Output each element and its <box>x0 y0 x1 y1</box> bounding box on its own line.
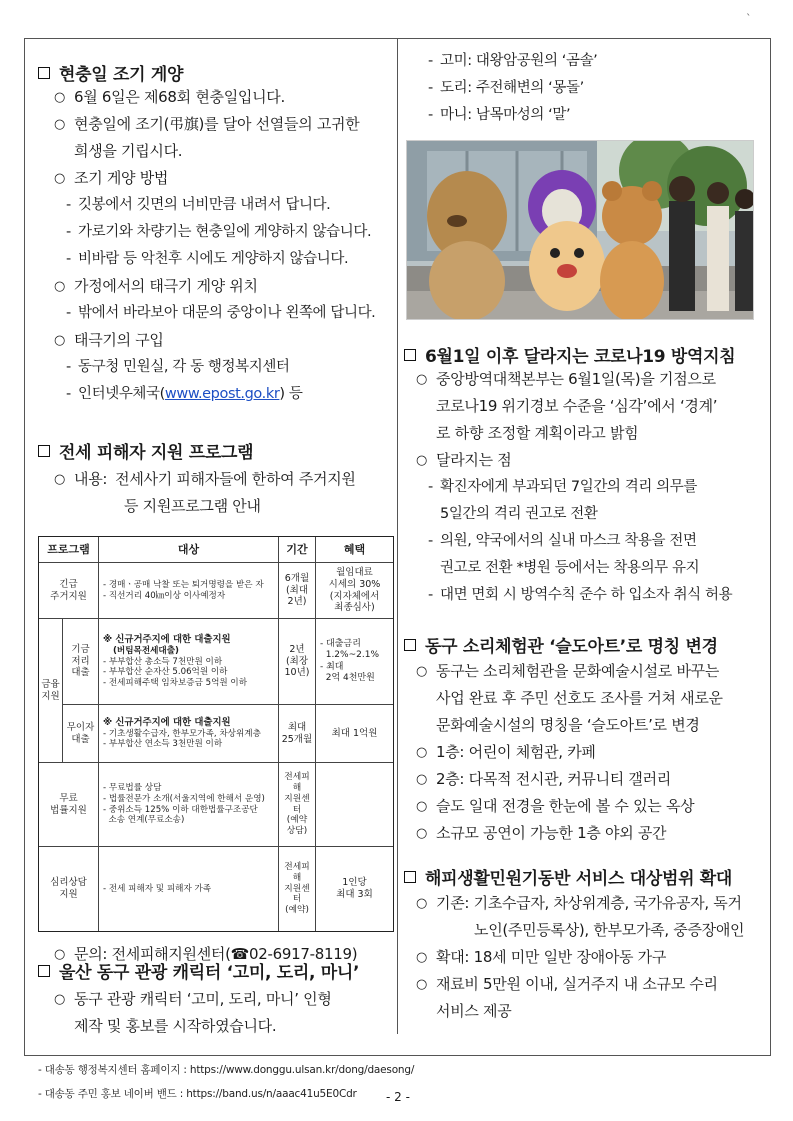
bullet-icon: ○ <box>416 745 428 760</box>
td-legal-program: 무료 법률지원 <box>39 763 99 847</box>
mascot-photo-illustration <box>407 141 754 320</box>
covid-heading-text: 6월1일 이후 달라지는 코로나19 방역지침 <box>425 347 736 367</box>
mascot-photo <box>406 140 754 320</box>
list-item-text: 소규모 공연이 가능한 1층 야외 공간 <box>436 824 667 842</box>
list-item-text: 달라지는 점 <box>436 451 512 469</box>
td-psych-period: 전세피해 지원센터 (예약) <box>279 847 316 931</box>
character-line2-text: 제작 및 홍보를 시작하였습니다. <box>74 1017 277 1035</box>
list-item-text: 5일간의 격리 권고로 전환 <box>440 506 598 522</box>
bullet-icon: ○ <box>416 453 428 468</box>
list-item-text: 권고로 전환 *병원 등에서는 착용의무 유지 <box>440 560 700 576</box>
lowrate-target-line: - 전세피해주택 임차보증금 5억원 이하 <box>103 678 248 689</box>
bullet-icon: ○ <box>54 279 66 294</box>
footer-band[interactable]: - 대송동 주민 홍보 네이버 밴드 : https://band.us/n/aaac41u5E0Cdr <box>38 1088 357 1100</box>
td-lowrate-period: 2년 (최장 10년) <box>279 619 316 705</box>
purchase-suffix: ) 등 <box>279 386 303 402</box>
td-legal-benefit <box>316 763 393 847</box>
td-psych-benefit: 1인당 최대 3회 <box>336 877 373 900</box>
character-item <box>428 102 597 129</box>
list-item-text: 밖에서 바라보아 대문의 중앙이나 왼쪽에 답니다. <box>78 305 376 321</box>
list-item-text: 가정에서의 태극기 게양 위치 <box>74 277 258 295</box>
lowrate-target-line: - 부부합산 순자산 5.06억원 이하 <box>103 667 228 678</box>
jeonse-heading-text: 전세 피해자 지원 프로그램 <box>59 443 254 463</box>
list-item-text: 문화예술시설의 명칭을 ‘슬도아트’로 변경 <box>436 716 700 734</box>
continuation-line <box>416 917 768 944</box>
checkbox-icon <box>38 67 50 79</box>
list-item-text: 노인(주민등록상), 한부모가족, 중증장애인 <box>474 921 745 939</box>
dash-item <box>416 582 768 609</box>
td-nointerest-period: 최대 25개월 <box>279 705 316 763</box>
list-item-text: 깃봉에서 깃면의 너비만큼 내려서 답니다. <box>78 197 331 213</box>
dash-item <box>54 192 399 219</box>
th-period: 기간 <box>279 537 316 563</box>
dash-icon: - <box>66 197 71 213</box>
list-item-text: 슬도 일대 전경을 한눈에 볼 수 있는 옥상 <box>436 797 695 815</box>
nointerest-target-title: ※ 신규거주지에 대한 대출지원 <box>103 716 231 728</box>
bullet-icon: ○ <box>416 950 428 965</box>
dash-icon: - <box>428 587 433 603</box>
legal-target-line: 소송 연계(무료소송) <box>103 815 185 826</box>
character-item-text: 도리: 주전해변의 ‘몽돌’ <box>440 80 584 96</box>
td-emergency-benefit: 월임대료 시세의 30% (지자체에서 최종심사) <box>316 563 393 619</box>
sound-heading-text: 동구 소리체험관 ‘슬도아트’로 명칭 변경 <box>425 637 718 657</box>
bullet-item <box>416 793 768 820</box>
character-item <box>428 75 597 102</box>
td-lowrate-benefit: - 대출금리 1.2%~2.1% - 최대 2억 4천만원 <box>316 619 393 705</box>
th-program: 프로그램 <box>39 537 99 563</box>
dash-icon: - <box>428 53 433 69</box>
list-item-text: 대면 면회 시 방역수칙 준수 하 입소자 취식 허용 <box>440 587 733 603</box>
jeonse-content-cont <box>124 493 261 520</box>
corner-mark: ` <box>746 12 752 25</box>
td-emergency-period: 6개월 (최대 2년) <box>279 563 316 619</box>
dash-icon: - <box>66 251 71 267</box>
th-target: 대상 <box>99 537 279 563</box>
memorial-heading <box>38 60 183 85</box>
jeonse-content-label: 내용: <box>74 470 108 488</box>
epost-link[interactable]: www.epost.go.kr <box>164 386 280 402</box>
covid-list <box>416 366 768 609</box>
nointerest-target-line: - 부부합산 연소득 3천만원 이하 <box>103 739 223 750</box>
list-item-text: 사업 완료 후 주민 선호도 조사를 거쳐 새로운 <box>436 689 723 707</box>
bullet-item <box>54 165 399 192</box>
character-item-text: 고미: 대왕암공원의 ‘곰솔’ <box>440 53 598 69</box>
jeonse-content-line1: 전세사기 피해자들에 한하여 주거지원 <box>115 470 356 488</box>
td-emergency-program: 긴급 주거지원 <box>39 563 99 619</box>
character-heading <box>38 958 359 983</box>
bullet-icon: ○ <box>416 664 428 679</box>
list-item-text: 1층: 어린이 체험관, 카페 <box>436 743 596 761</box>
bullet-icon: ○ <box>416 372 428 387</box>
bullet-item <box>416 971 768 998</box>
bullet-icon: ○ <box>416 799 428 814</box>
memorial-heading-text: 현충일 조기 게양 <box>59 65 184 85</box>
happy-list <box>416 890 768 1025</box>
bullet-item <box>416 820 768 847</box>
list-item-text: 가로기와 차량기는 현충일에 게양하지 않습니다. <box>78 224 372 240</box>
dash-icon: - <box>66 224 71 240</box>
bullet-item <box>416 658 768 685</box>
jeonse-inquiry-text: 문의: 전세피해지원센터(☎02-6917-8119) <box>74 945 358 963</box>
emergency-target-line: - 경매ㆍ공매 낙찰 또는 퇴거명령을 받은 자 <box>103 579 264 590</box>
list-item-text: 조기 게양 방법 <box>74 169 169 187</box>
td-nointerest-program: 무이자 대출 <box>63 705 99 763</box>
td-nointerest-benefit: 최대 1억원 <box>316 705 393 763</box>
dash-icon: - <box>428 107 433 123</box>
list-item-text: 태극기의 구입 <box>74 331 164 349</box>
dash-item <box>54 219 399 246</box>
td-lowrate-target <box>99 619 279 705</box>
sound-heading <box>404 632 718 657</box>
list-item-text: 현충일에 조기(弔旗)를 달아 선열들의 고귀한 <box>74 115 360 133</box>
bullet-item <box>416 447 768 474</box>
list-item-text: 재료비 5만원 이내, 실거주지 내 소규모 수리 <box>436 975 718 993</box>
happy-heading-text: 해피생활민원기동반 서비스 대상범위 확대 <box>425 869 733 889</box>
checkbox-icon <box>404 639 416 651</box>
list-item-text: 동구는 소리체험관을 문화예술시설로 바꾸는 <box>436 662 720 680</box>
bullet-icon: ○ <box>54 171 66 186</box>
jeonse-program-table <box>38 536 394 932</box>
character-line2 <box>74 1013 276 1040</box>
td-psych-program: 심리상담 지원 <box>39 847 99 931</box>
bullet-item <box>54 327 399 354</box>
dash-icon: - <box>66 305 71 321</box>
dash-icon: - <box>428 479 433 495</box>
covid-heading <box>404 342 735 367</box>
continuation-line <box>54 138 399 165</box>
dash-item <box>416 528 768 555</box>
list-item-text: 중앙방역대책본부는 6월1일(목)을 기점으로 <box>436 370 716 388</box>
td-legal-target <box>99 763 279 847</box>
dash-icon: - <box>428 533 433 549</box>
bullet-icon: ○ <box>416 826 428 841</box>
continuation-line <box>416 501 768 528</box>
happy-heading <box>404 864 732 889</box>
bullet-icon: ○ <box>54 117 66 132</box>
bullet-item <box>54 111 399 138</box>
td-nointerest-target <box>99 705 279 763</box>
checkbox-icon <box>38 445 50 457</box>
checkbox-icon <box>404 871 416 883</box>
list-item-text: 2층: 다목적 전시관, 커뮤니티 갤러리 <box>436 770 671 788</box>
continuation-line <box>416 998 768 1025</box>
continuation-line <box>416 685 768 712</box>
continuation-line <box>416 420 768 447</box>
bullet-icon: ○ <box>54 90 66 105</box>
bullet-item <box>416 944 768 971</box>
bullet-icon: ○ <box>54 333 66 348</box>
list-item-text: 희생을 기립시다. <box>74 142 183 160</box>
bullet-item <box>54 84 399 111</box>
bullet-icon: ○ <box>416 896 428 911</box>
bullet-item <box>54 273 399 300</box>
continuation-line <box>416 712 768 739</box>
list-item-text: 확진자에게 부과되던 7일간의 격리 의무를 <box>440 479 697 495</box>
continuation-line <box>416 393 768 420</box>
td-psych-target: - 전세 피해자 및 피해자 가족 <box>99 847 279 931</box>
bullet-icon: ○ <box>416 977 428 992</box>
bullet-item <box>416 366 768 393</box>
legal-target-line: - 무료법률 상담 <box>103 783 162 794</box>
dash-item <box>416 474 768 501</box>
dash-item <box>54 354 399 381</box>
list-item-text: 동구청 민원실, 각 동 행정복지센터 <box>78 359 290 375</box>
page-number: - 2 - <box>386 1090 410 1104</box>
th-benefit: 혜택 <box>316 537 393 563</box>
memorial-list <box>54 84 399 381</box>
td-finance-group: 금융 지원 <box>39 619 63 763</box>
emergency-target-line: - 직선거리 40㎞이상 이사예정자 <box>103 590 226 601</box>
list-item-text: 의원, 약국에서의 실내 마스크 착용을 전면 <box>440 533 697 549</box>
legal-target-line: - 중위소득 125% 이하 대한법률구조공단 <box>103 804 258 815</box>
purchase-link-line: - 인터넷우체국(www.epost.go.kr) 등 <box>66 386 303 402</box>
checkbox-icon <box>404 349 416 361</box>
character-heading-text: 울산 동구 관광 캐릭터 ‘고미, 도리, 마니’ <box>59 963 360 983</box>
jeonse-content-line2: 등 지원프로그램 안내 <box>124 497 261 515</box>
checkbox-icon <box>38 965 50 977</box>
character-item-text: 마니: 남목마성의 ‘말’ <box>440 107 571 123</box>
character-line1-text: 동구 관광 캐릭터 ‘고미, 도리, 마니’ 인형 <box>74 990 332 1008</box>
footer-homepage[interactable]: - 대송동 행정복지센터 홈페이지 : https://www.donggu.ulsan.kr/dong/daesong/ <box>38 1064 415 1076</box>
purchase-prefix: 인터넷우체국( <box>78 386 165 402</box>
jeonse-heading <box>38 438 253 463</box>
list-item-text: 서비스 제공 <box>436 1002 512 1020</box>
jeonse-content: ○ 내용: 전세사기 피해자들에 한하여 주거지원 <box>54 466 356 493</box>
list-item-text: 6월 6일은 제68회 현충일입니다. <box>74 88 285 106</box>
character-line1: ○ 동구 관광 캐릭터 ‘고미, 도리, 마니’ 인형 <box>54 986 332 1013</box>
character-list <box>428 48 597 129</box>
dash-item <box>54 246 399 273</box>
list-item-text: 로 하향 조정할 계획이라고 밝힘 <box>436 424 639 442</box>
dash-item <box>54 300 399 327</box>
bullet-icon: ○ <box>416 772 428 787</box>
sound-list <box>416 658 768 847</box>
lowrate-target-line: - 부부합산 총소득 7천만원 이하 <box>103 656 223 667</box>
nointerest-target-line: - 기초생활수급자, 한부모가족, 차상위계층 <box>103 728 261 739</box>
dash-icon: - <box>66 359 71 375</box>
td-lowrate-program: 기금 저리 대출 <box>63 619 99 705</box>
lowrate-target-title: ※ 신규거주지에 대한 대출지원 <box>103 634 231 646</box>
jeonse-inquiry: ○ 문의: 전세피해지원센터(☎02-6917-8119) <box>54 941 357 968</box>
td-legal-period: 전세피해 지원센터 (예약 상담) <box>279 763 316 847</box>
legal-target-line: - 법률전문가 소개(서울지역에 한해서 운영) <box>103 793 265 804</box>
continuation-line <box>416 555 768 582</box>
list-item-text: 비바람 등 악천후 시에도 게양하지 않습니다. <box>78 251 349 267</box>
list-item-text: 확대: 18세 미만 일반 장애아동 가구 <box>436 948 667 966</box>
lowrate-target-sub: (버팀목전세대출) <box>113 645 179 656</box>
character-item <box>428 48 597 75</box>
bullet-item <box>416 890 768 917</box>
list-item-text: 코로나19 위기경보 수준을 ‘심각’에서 ‘경계’ <box>436 397 718 415</box>
list-item-text: 기존: 기초수급자, 차상위계층, 국가유공자, 독거 <box>436 894 742 912</box>
td-emergency-target <box>99 563 279 619</box>
dash-icon: - <box>428 80 433 96</box>
bullet-item <box>416 766 768 793</box>
bullet-item <box>416 739 768 766</box>
